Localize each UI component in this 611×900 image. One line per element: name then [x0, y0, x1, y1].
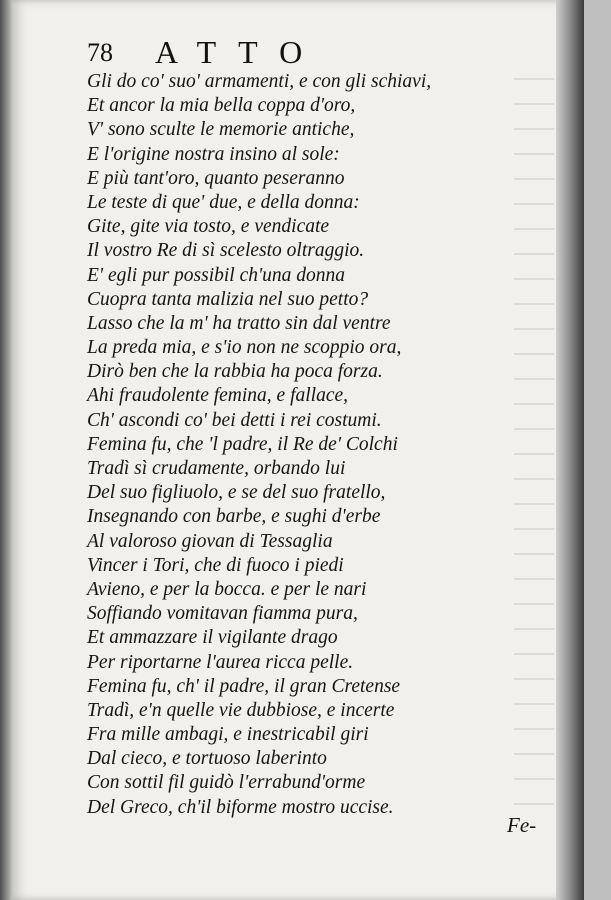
- page-edge-shadow: [556, 0, 584, 900]
- verse-line: E' egli pur possibil ch'una donna: [87, 264, 346, 286]
- verse-line: Del suo figliuolo, e se del suo fratello,: [87, 482, 386, 504]
- verse-line: Cuopra tanta malizia nel suo petto?: [87, 288, 369, 310]
- verse-line: Gli do co' suo' armamenti, e con gli schiavi,: [87, 71, 432, 92]
- verse-line: Avieno, e per la bocca. e per le nari: [87, 578, 367, 600]
- verse-line: Femina fu, che 'l padre, il Re de' Colchi: [87, 433, 398, 455]
- verse-line: Tradì, e'n quelle vie dubbiose, e incerte: [87, 699, 395, 721]
- verse-line: Dirò ben che la rabbia ha poca forza.: [87, 361, 383, 383]
- verse-line: Con sottil fil guidò l'errabund'orme: [87, 772, 366, 794]
- verse-line: Dal cieco, e tortuoso laberinto: [87, 748, 327, 770]
- verse-line: Ahi fraudolente femina, e fallace,: [87, 385, 349, 407]
- verse-line: Femina fu, ch' il padre, il gran Cretense: [87, 675, 401, 697]
- verse-line: E l'origine nostra insino al sole:: [87, 143, 340, 165]
- page-header: [87, 34, 447, 74]
- verse-line: Vincer i Tori, che di fuoco i piedi: [87, 554, 344, 576]
- verse-line: Lasso che la m' ha tratto sin dal ventre: [87, 312, 391, 334]
- verse-line: La preda mia, e s'io non ne scoppio ora,: [87, 337, 402, 359]
- verse-line: Insegnando con barbe, e sughi d'erbe: [87, 506, 381, 528]
- verse-line: Tradì sì crudamente, orbando lui: [87, 458, 346, 479]
- verse-line: V' sono sculte le memorie antiche,: [87, 119, 355, 141]
- verse-line: E più tant'oro, quanto peseranno: [87, 167, 345, 189]
- verse-line: Le teste di que' due, e della donna:: [87, 191, 360, 213]
- verse-line: Gite, gite via tosto, e vendicate: [87, 216, 330, 238]
- running-head: ATTO: [155, 34, 325, 70]
- verse-line: Et ammazzare il vigilante drago: [87, 627, 338, 649]
- verse-line: Ch' ascondi co' bei detti i rei costumi.: [87, 409, 382, 431]
- verse-line: Soffiando vomitavan fiamma pura,: [87, 603, 358, 625]
- verse-line: Per riportarne l'aurea ricca pelle.: [87, 651, 354, 673]
- verse-line: Del Greco, ch'il biforme mostro uccise.: [87, 796, 394, 818]
- verse-line: Fra mille ambagi, e inestricabil giri: [87, 724, 369, 746]
- verse-text: [87, 70, 431, 820]
- verse-line: Et ancor la mia bella coppa d'oro,: [87, 95, 356, 117]
- catchword: Fe-: [507, 813, 537, 837]
- ink-bleed-through: [514, 60, 554, 820]
- verse-line: Al valoroso giovan di Tessaglia: [87, 530, 333, 552]
- verse-line: Il vostro Re di sì scelesto oltraggio.: [87, 240, 365, 262]
- page-number: 78: [87, 38, 113, 67]
